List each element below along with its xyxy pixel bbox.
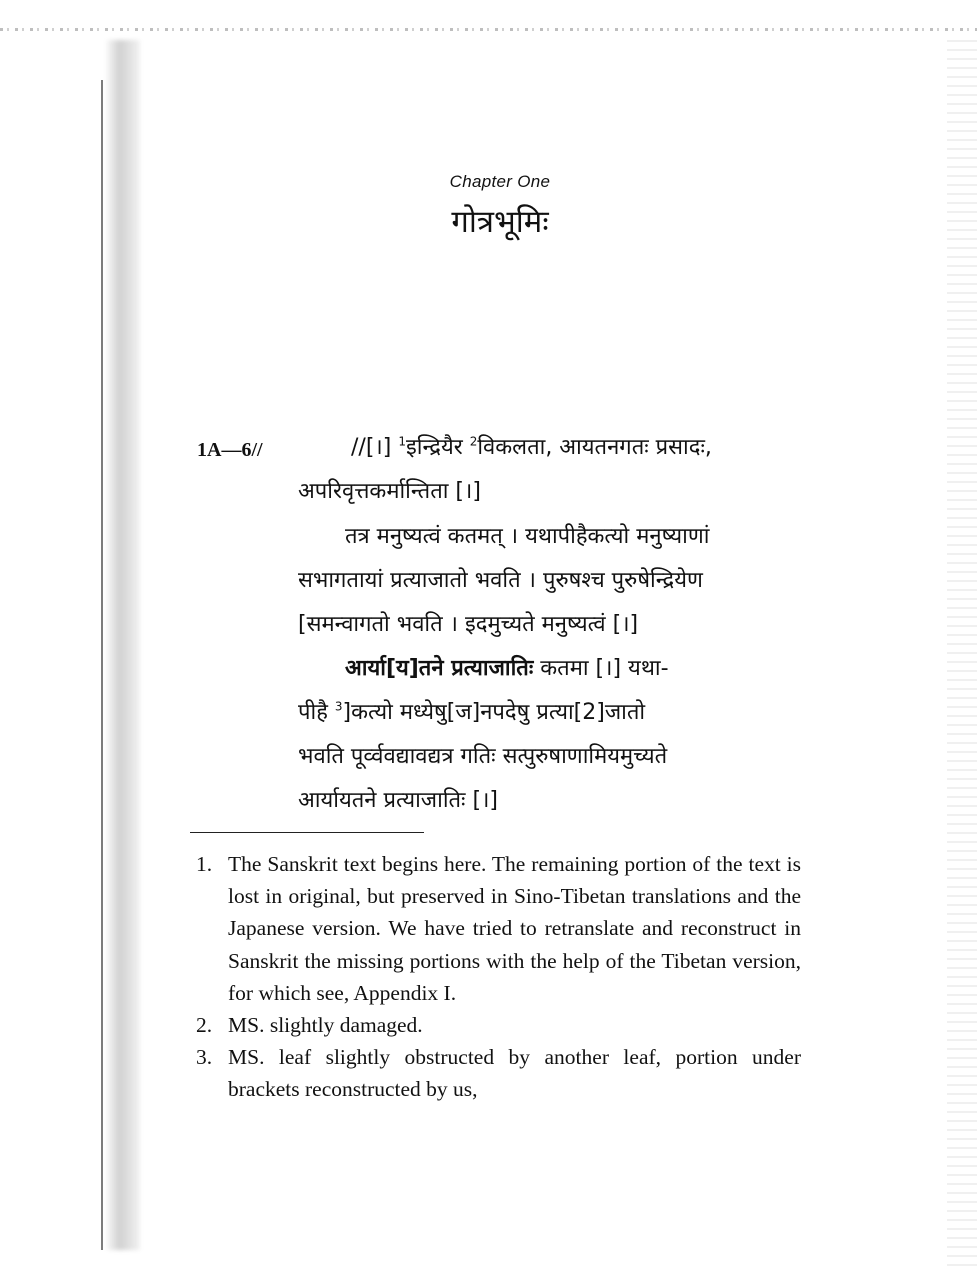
scan-noise-right: [947, 40, 977, 1270]
text-line-3: तत्र मनुष्यत्वं कतमत् । यथापीहैकत्यो मनुष्याणां: [345, 524, 710, 549]
text-line-1: //[।] $^1$इन्द्रियैर $^2$विकलता, आयतनगतः प्रसादः,: [351, 434, 712, 460]
text-line-4: सभागतायां प्रत्याजातो भवति । पुरुषश्च पुरुषेन्द्रियेण: [298, 568, 703, 593]
footnote-text: The Sanskrit text begins here. The remaining portion of the text is lost in original, but preserved in Sino-Tibetan translations and the Japanese version. We have tried to retranslate and reconstruct in Sanskrit the missing portions with the help of the Tibetan version, for which see, Appendix I.: [228, 852, 801, 1005]
footnote-3: [196, 1041, 801, 1105]
footnote-marker-1: 1: [398, 434, 406, 449]
footnote-separator: [190, 832, 424, 833]
text-line-9: आर्यायतने प्रत्याजातिः [।]: [298, 788, 499, 813]
footnote-number: 2.: [196, 1013, 213, 1038]
page-edge-line: [101, 80, 103, 1250]
text-line-7: पीहै $^3$]कत्यो मध्येषु[ज]नपदेषु प्रत्या[2]जातो: [298, 699, 646, 725]
text-line-8: भवति पूर्व्ववद्यावद्यत्र गतिः सत्पुरुषाणामियमुच्यते: [298, 744, 668, 769]
footnote-number: 3.: [196, 1045, 213, 1070]
text-line-5: [समन्वागतो भवति । इदमुच्यते मनुष्यत्वं [।]: [298, 612, 639, 637]
footnote-marker-3: 3: [334, 699, 343, 714]
footnote-text: MS. slightly damaged.: [228, 1013, 423, 1038]
text-line-6: आर्या[य]तने प्रत्याजातिः कतमा [।] यथा-: [345, 656, 669, 681]
footnote-number: 1.: [196, 852, 213, 876]
section-reference: 1A—6//: [197, 439, 263, 461]
footnote-2: [196, 1009, 801, 1041]
binding-shadow: [106, 40, 140, 1250]
chapter-title: गोत्रभूमिः: [451, 204, 549, 240]
footnote-marker-2: 2: [469, 434, 478, 449]
footnotes: [196, 848, 801, 1106]
footnote-text: MS. leaf slightly obstructed by another leaf, portion under brackets reconstructed by us,: [228, 1045, 801, 1102]
footnote-1: [196, 848, 801, 1009]
text-line-2: अपरिवृत्तकर्मान्तिता [।]: [298, 479, 481, 504]
scan-noise-top: [0, 28, 977, 31]
chapter-label: Chapter One: [449, 172, 551, 191]
